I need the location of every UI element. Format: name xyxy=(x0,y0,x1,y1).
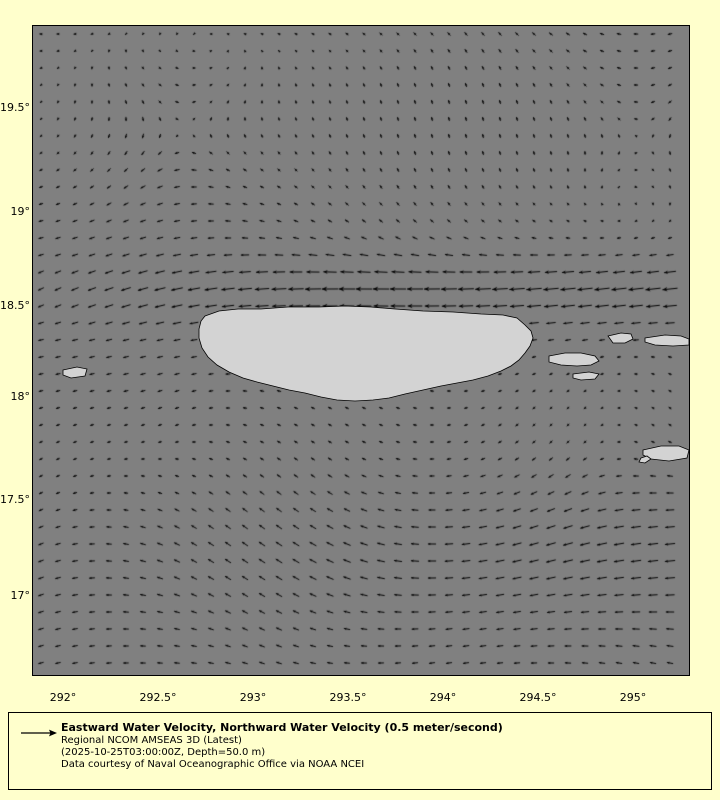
st-thomas-island xyxy=(645,335,689,346)
x-tick-label: 293.5° xyxy=(329,691,367,704)
vieques-island xyxy=(549,353,599,366)
x-tick-label: 295° xyxy=(619,691,647,704)
y-tick-label: 18° xyxy=(10,390,30,403)
culebra-island xyxy=(608,333,633,343)
legend-title: Eastward Water Velocity, Northward Water Velocity (0.5 meter/second) xyxy=(61,721,503,734)
puerto-rico-island xyxy=(199,306,533,401)
legend-attribution: Data courtesy of Naval Oceanographic Office via NOAA NCEI xyxy=(61,759,365,770)
x-tick-label: 292.5° xyxy=(139,691,177,704)
map-plot-area[interactable] xyxy=(32,25,690,676)
x-tick-label: 294.5° xyxy=(519,691,557,704)
eastern-islet xyxy=(573,372,599,380)
y-tick-label: 17° xyxy=(10,589,30,602)
y-tick-label: 17.5° xyxy=(0,493,30,506)
legend-panel xyxy=(8,712,712,790)
mona-island xyxy=(63,367,87,378)
vector-arrow-icon xyxy=(19,727,57,739)
x-tick-label: 293° xyxy=(239,691,267,704)
legend-time-depth: (2025-10-25T03:00:00Z, Depth=50.0 m) xyxy=(61,747,266,758)
y-tick-label: 19° xyxy=(10,205,30,218)
y-tick-label: 18.5° xyxy=(0,299,30,312)
legend-dataset: Regional NCOM AMSEAS 3D (Latest) xyxy=(61,735,242,746)
y-tick-label: 19.5° xyxy=(0,101,30,114)
land-polygons xyxy=(33,26,689,675)
x-tick-label: 294° xyxy=(429,691,457,704)
legend-text-block xyxy=(61,721,701,771)
x-tick-label: 292° xyxy=(49,691,77,704)
